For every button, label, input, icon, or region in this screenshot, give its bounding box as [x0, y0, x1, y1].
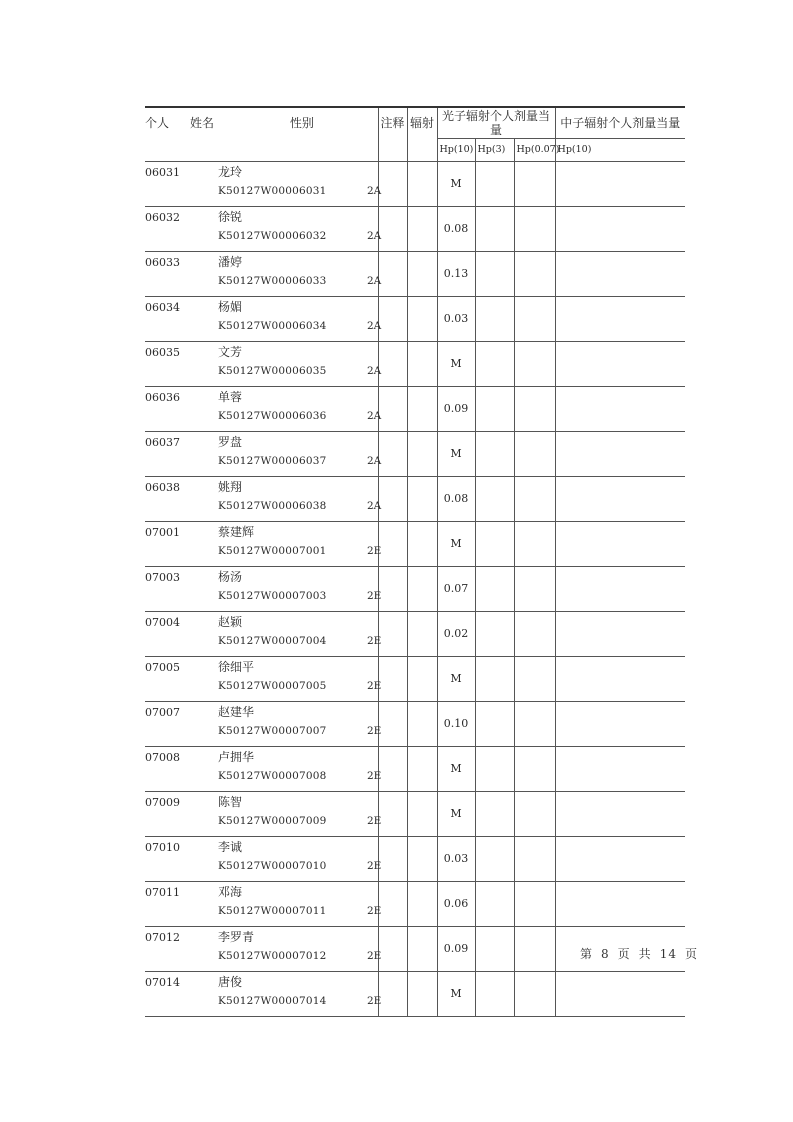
record-neutron-hp10 — [555, 162, 685, 207]
record-note — [378, 522, 407, 567]
record-sex: 2E — [367, 860, 382, 872]
record-hp007 — [514, 567, 555, 612]
table-row — [145, 972, 685, 1017]
header-note-label: 注释 — [380, 116, 405, 131]
record-neutron-hp10 — [555, 387, 685, 432]
record-neutron-hp10 — [555, 567, 685, 612]
table-row — [145, 567, 685, 612]
table-row — [145, 612, 685, 657]
record-hp007 — [514, 882, 555, 927]
record-name: 罗盘 — [218, 435, 243, 449]
record-hp007 — [514, 297, 555, 342]
record-hp007 — [514, 837, 555, 882]
subheader-blank-id — [145, 139, 178, 162]
record-person — [178, 972, 382, 1017]
table-row — [145, 477, 685, 522]
table-row — [145, 432, 685, 477]
record-hp3 — [475, 387, 514, 432]
header-note — [378, 107, 407, 139]
record-person — [178, 927, 382, 972]
subheader-blank-name — [178, 139, 378, 162]
record-radiation — [407, 927, 437, 972]
record-name: 单蓉 — [218, 390, 243, 404]
record-hp10: 0.09 — [437, 927, 475, 972]
record-hp10: 0.09 — [437, 387, 475, 432]
record-name: 姚翔 — [218, 480, 243, 494]
header-name-label: 姓名 — [190, 116, 215, 131]
record-note — [378, 972, 407, 1017]
record-code: K50127W00007014 — [218, 995, 327, 1007]
record-hp3 — [475, 612, 514, 657]
record-hp3 — [475, 477, 514, 522]
record-note — [378, 162, 407, 207]
record-code: K50127W00007008 — [218, 770, 327, 782]
record-hp007 — [514, 792, 555, 837]
hp007-label: Hp(0.07) — [516, 144, 560, 155]
record-person — [178, 747, 382, 792]
record-hp007 — [514, 927, 555, 972]
record-note — [378, 252, 407, 297]
record-person — [178, 297, 382, 342]
record-hp3 — [475, 207, 514, 252]
header-radiation — [407, 107, 437, 139]
subheader-hp10 — [437, 139, 475, 162]
record-radiation — [407, 612, 437, 657]
table-row — [145, 792, 685, 837]
record-hp10: 0.02 — [437, 612, 475, 657]
record-hp3 — [475, 927, 514, 972]
record-radiation — [407, 207, 437, 252]
record-id: 07001 — [145, 522, 178, 567]
record-neutron-hp10 — [555, 747, 685, 792]
record-neutron-hp10 — [555, 252, 685, 297]
footer-ye2: 页 — [684, 947, 698, 961]
record-code: K50127W00006035 — [218, 365, 327, 377]
record-note — [378, 927, 407, 972]
record-id: 06032 — [145, 207, 178, 252]
dose-table — [145, 106, 685, 1017]
record-sex: 2E — [367, 770, 382, 782]
record-person — [178, 522, 382, 567]
record-note — [378, 342, 407, 387]
record-hp3 — [475, 432, 514, 477]
record-sex: 2A — [367, 230, 382, 242]
record-hp10: M — [437, 972, 475, 1017]
record-radiation — [407, 297, 437, 342]
subheader-blank-radiation — [407, 139, 437, 162]
record-person — [178, 477, 382, 522]
record-id: 06037 — [145, 432, 178, 477]
record-hp10: M — [437, 792, 475, 837]
record-id: 07007 — [145, 702, 178, 747]
record-sex: 2E — [367, 590, 382, 602]
record-hp007 — [514, 477, 555, 522]
record-name: 杨媚 — [218, 300, 243, 314]
header-sex-label: 性别 — [289, 116, 314, 131]
record-sex: 2A — [367, 410, 382, 422]
record-neutron-hp10 — [555, 522, 685, 567]
record-hp3 — [475, 567, 514, 612]
record-note — [378, 747, 407, 792]
record-neutron-hp10 — [555, 702, 685, 747]
record-hp007 — [514, 972, 555, 1017]
footer-gong: 共 — [638, 947, 652, 961]
subheader-neutron-hp10 — [555, 139, 685, 162]
record-hp3 — [475, 342, 514, 387]
record-person — [178, 252, 382, 297]
record-hp007 — [514, 252, 555, 297]
record-name: 徐细平 — [218, 660, 255, 674]
record-name: 李罗青 — [218, 930, 255, 944]
record-hp007 — [514, 747, 555, 792]
record-person — [178, 657, 382, 702]
record-id: 07014 — [145, 972, 178, 1017]
record-person — [178, 702, 382, 747]
record-neutron-hp10 — [555, 612, 685, 657]
record-name: 蔡建辉 — [218, 525, 255, 539]
record-hp007 — [514, 207, 555, 252]
table-row — [145, 297, 685, 342]
record-hp10: M — [437, 162, 475, 207]
record-hp10: M — [437, 342, 475, 387]
record-hp3 — [475, 297, 514, 342]
footer-di: 第 — [580, 947, 594, 961]
record-radiation — [407, 162, 437, 207]
record-id: 06034 — [145, 297, 178, 342]
record-hp10: 0.03 — [437, 837, 475, 882]
record-id: 06033 — [145, 252, 178, 297]
record-name: 潘婷 — [218, 255, 243, 269]
record-name: 文芳 — [218, 345, 243, 359]
header-id-label: 个人 — [145, 116, 170, 131]
record-id: 06036 — [145, 387, 178, 432]
record-radiation — [407, 477, 437, 522]
record-hp3 — [475, 252, 514, 297]
record-hp10: 0.07 — [437, 567, 475, 612]
header-id — [145, 107, 178, 139]
table-row — [145, 882, 685, 927]
record-hp3 — [475, 882, 514, 927]
record-name: 李诚 — [218, 840, 243, 854]
table-row — [145, 387, 685, 432]
record-code: K50127W00007011 — [218, 905, 327, 917]
record-name: 陈智 — [218, 795, 243, 809]
record-radiation — [407, 567, 437, 612]
record-neutron-hp10 — [555, 297, 685, 342]
record-code: K50127W00007009 — [218, 815, 327, 827]
record-hp3 — [475, 657, 514, 702]
table-body — [145, 162, 685, 1017]
table-row — [145, 657, 685, 702]
record-sex: 2E — [367, 995, 382, 1007]
record-hp10: 0.03 — [437, 297, 475, 342]
record-code: K50127W00006038 — [218, 500, 327, 512]
table-row — [145, 162, 685, 207]
record-name: 唐俊 — [218, 975, 243, 989]
record-hp007 — [514, 432, 555, 477]
record-id: 07008 — [145, 747, 178, 792]
table-row — [145, 747, 685, 792]
footer-ye: 页 — [617, 947, 631, 961]
record-hp10: 0.08 — [437, 477, 475, 522]
record-person — [178, 387, 382, 432]
page-footer — [580, 945, 706, 962]
header-neutron-group — [555, 107, 685, 139]
footer-total-pages: 14 — [659, 947, 677, 961]
record-id: 06038 — [145, 477, 178, 522]
header-name-sex — [178, 107, 378, 139]
record-neutron-hp10 — [555, 972, 685, 1017]
record-radiation — [407, 432, 437, 477]
record-note — [378, 477, 407, 522]
record-sex: 2E — [367, 680, 382, 692]
record-hp3 — [475, 837, 514, 882]
record-id: 06031 — [145, 162, 178, 207]
record-hp10: 0.10 — [437, 702, 475, 747]
record-hp10: 0.13 — [437, 252, 475, 297]
record-hp3 — [475, 792, 514, 837]
record-person — [178, 432, 382, 477]
hp10-label: Hp(10) — [439, 144, 474, 155]
record-person — [178, 792, 382, 837]
record-neutron-hp10 — [555, 792, 685, 837]
record-id: 07011 — [145, 882, 178, 927]
header-photon-group — [437, 107, 555, 139]
record-neutron-hp10 — [555, 657, 685, 702]
record-note — [378, 432, 407, 477]
record-person — [178, 342, 382, 387]
record-hp10: M — [437, 657, 475, 702]
record-person — [178, 162, 382, 207]
record-name: 赵建华 — [218, 705, 255, 719]
record-id: 07003 — [145, 567, 178, 612]
record-hp007 — [514, 702, 555, 747]
record-name: 徐锐 — [218, 210, 243, 224]
record-hp007 — [514, 162, 555, 207]
record-person — [178, 612, 382, 657]
subheader-blank-note — [378, 139, 407, 162]
record-name: 杨汤 — [218, 570, 243, 584]
record-note — [378, 837, 407, 882]
record-sex: 2E — [367, 725, 382, 737]
record-sex: 2E — [367, 635, 382, 647]
record-sex: 2A — [367, 365, 382, 377]
record-note — [378, 657, 407, 702]
record-hp10: 0.06 — [437, 882, 475, 927]
record-neutron-hp10 — [555, 837, 685, 882]
table-row — [145, 837, 685, 882]
record-id: 07012 — [145, 927, 178, 972]
header-radiation-label: 辐射 — [409, 116, 434, 131]
record-neutron-hp10 — [555, 432, 685, 477]
record-name: 龙玲 — [218, 165, 243, 179]
record-code: K50127W00007010 — [218, 860, 327, 872]
record-code: K50127W00007001 — [218, 545, 327, 557]
record-sex: 2E — [367, 950, 382, 962]
record-sex: 2A — [367, 500, 382, 512]
record-radiation — [407, 972, 437, 1017]
record-code: K50127W00006036 — [218, 410, 327, 422]
record-hp10: 0.08 — [437, 207, 475, 252]
record-code: K50127W00006034 — [218, 320, 327, 332]
table-row — [145, 207, 685, 252]
record-note — [378, 792, 407, 837]
table-row — [145, 702, 685, 747]
record-id: 07010 — [145, 837, 178, 882]
record-radiation — [407, 792, 437, 837]
record-code: K50127W00007003 — [218, 590, 327, 602]
table-row — [145, 522, 685, 567]
record-hp007 — [514, 657, 555, 702]
record-code: K50127W00006032 — [218, 230, 327, 242]
record-hp3 — [475, 747, 514, 792]
table-row — [145, 342, 685, 387]
record-name: 卢拥华 — [218, 750, 255, 764]
record-hp10: M — [437, 522, 475, 567]
record-sex: 2E — [367, 545, 382, 557]
record-radiation — [407, 747, 437, 792]
record-note — [378, 612, 407, 657]
record-hp007 — [514, 612, 555, 657]
record-hp3 — [475, 972, 514, 1017]
record-radiation — [407, 342, 437, 387]
record-neutron-hp10 — [555, 882, 685, 927]
record-radiation — [407, 657, 437, 702]
record-radiation — [407, 882, 437, 927]
record-name: 赵颖 — [218, 615, 243, 629]
record-hp007 — [514, 522, 555, 567]
record-id: 07009 — [145, 792, 178, 837]
record-person — [178, 207, 382, 252]
record-neutron-hp10 — [555, 207, 685, 252]
record-sex: 2A — [367, 320, 382, 332]
photon-group-label: 光子辐射个人剂量当量 — [442, 109, 551, 137]
record-code: K50127W00006031 — [218, 185, 327, 197]
record-code: K50127W00007005 — [218, 680, 327, 692]
record-sex: 2E — [367, 815, 382, 827]
record-note — [378, 207, 407, 252]
subheader-hp007 — [514, 139, 560, 162]
record-sex: 2A — [367, 185, 382, 197]
record-code: K50127W00007007 — [218, 725, 327, 737]
record-note — [378, 387, 407, 432]
hp3-label: Hp(3) — [477, 144, 506, 155]
record-id: 07005 — [145, 657, 178, 702]
record-radiation — [407, 387, 437, 432]
record-code: K50127W00007004 — [218, 635, 327, 647]
record-hp007 — [514, 387, 555, 432]
record-code: K50127W00006033 — [218, 275, 327, 287]
record-hp3 — [475, 702, 514, 747]
record-radiation — [407, 522, 437, 567]
record-radiation — [407, 252, 437, 297]
record-hp10: M — [437, 747, 475, 792]
record-note — [378, 297, 407, 342]
record-hp007 — [514, 342, 555, 387]
record-note — [378, 882, 407, 927]
footer-page-number: 8 — [601, 947, 610, 961]
subheader-row — [145, 139, 685, 162]
table-row — [145, 252, 685, 297]
record-hp3 — [475, 162, 514, 207]
record-code: K50127W00007012 — [218, 950, 327, 962]
record-radiation — [407, 702, 437, 747]
record-sex: 2A — [367, 275, 382, 287]
record-hp3 — [475, 522, 514, 567]
record-name: 邓海 — [218, 885, 243, 899]
header-row — [145, 107, 685, 139]
record-id: 06035 — [145, 342, 178, 387]
record-neutron-hp10 — [555, 342, 685, 387]
record-neutron-hp10 — [555, 477, 685, 522]
record-note — [378, 702, 407, 747]
record-code: K50127W00006037 — [218, 455, 327, 467]
record-radiation — [407, 837, 437, 882]
record-note — [378, 567, 407, 612]
record-hp10: M — [437, 432, 475, 477]
record-sex: 2A — [367, 455, 382, 467]
record-person — [178, 882, 382, 927]
record-person — [178, 837, 382, 882]
subheader-hp3 — [475, 139, 514, 162]
record-id: 07004 — [145, 612, 178, 657]
neutron-hp10-label: Hp(10) — [557, 144, 592, 155]
record-sex: 2E — [367, 905, 382, 917]
neutron-group-label: 中子辐射个人剂量当量 — [560, 116, 681, 130]
record-person — [178, 567, 382, 612]
